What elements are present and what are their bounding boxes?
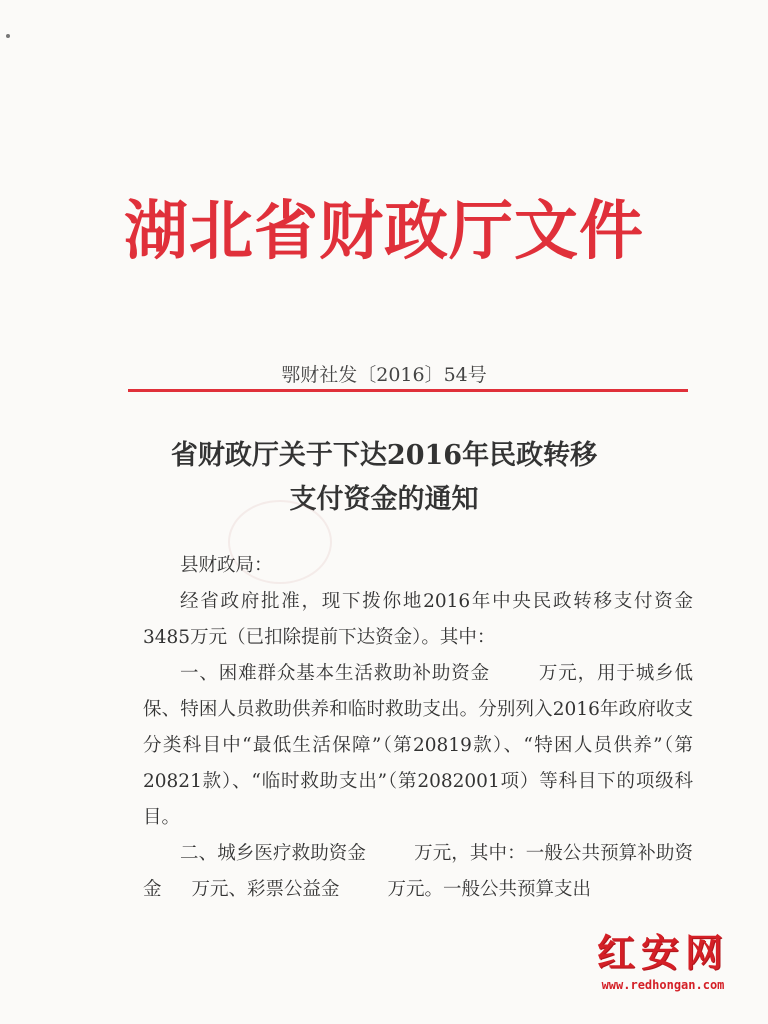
paragraph-1: 经省政府批准，现下拨你地2016年中央民政转移支付资金3485万元（已扣除提前下达资金）。其中： [143, 591, 693, 648]
site-watermark [588, 930, 738, 992]
paragraph-3-end: 万元。一般公共预算支出 [387, 879, 592, 900]
paragraph-3-mid2: 万元、彩票公益金 [191, 879, 340, 900]
watermark-logo: 红安网 [596, 931, 729, 975]
notice-body [143, 548, 693, 908]
document-number: 鄂财社发〔2016〕54号 [281, 364, 487, 386]
notice-title [0, 434, 768, 522]
watermark-url: www.redhongan.com [601, 978, 725, 992]
paragraph-2-rest: 万元，用于城乡低保、特困人员救助供养和临时救助支出。分别列入2016年政府收支分类科目中“最低生活保障”（第20819款）、“特困人员供养”（第20821款）、“临时救助支出”（第2082001项）等科目下的项级科目。 [143, 663, 693, 828]
paragraph-3 [143, 836, 693, 908]
salutation: 县财政局： [180, 555, 273, 576]
paragraph-2 [143, 656, 693, 836]
notice-title-line2: 支付资金的通知 [289, 484, 479, 515]
masthead-title: 湖北省财政厅文件 [124, 195, 644, 269]
notice-title-line1: 省财政厅关于下达2016年民政转移 [170, 440, 598, 471]
red-divider-line [128, 389, 688, 392]
paragraph-3-mid: 万元，其中：一般公共预算补助资金 [143, 843, 693, 900]
paragraph-2-start: 一、困难群众基本生活救助补助资金 [180, 663, 490, 684]
scan-mark [6, 34, 10, 38]
paragraph-3-start: 二、城乡医疗救助资金 [180, 843, 366, 864]
